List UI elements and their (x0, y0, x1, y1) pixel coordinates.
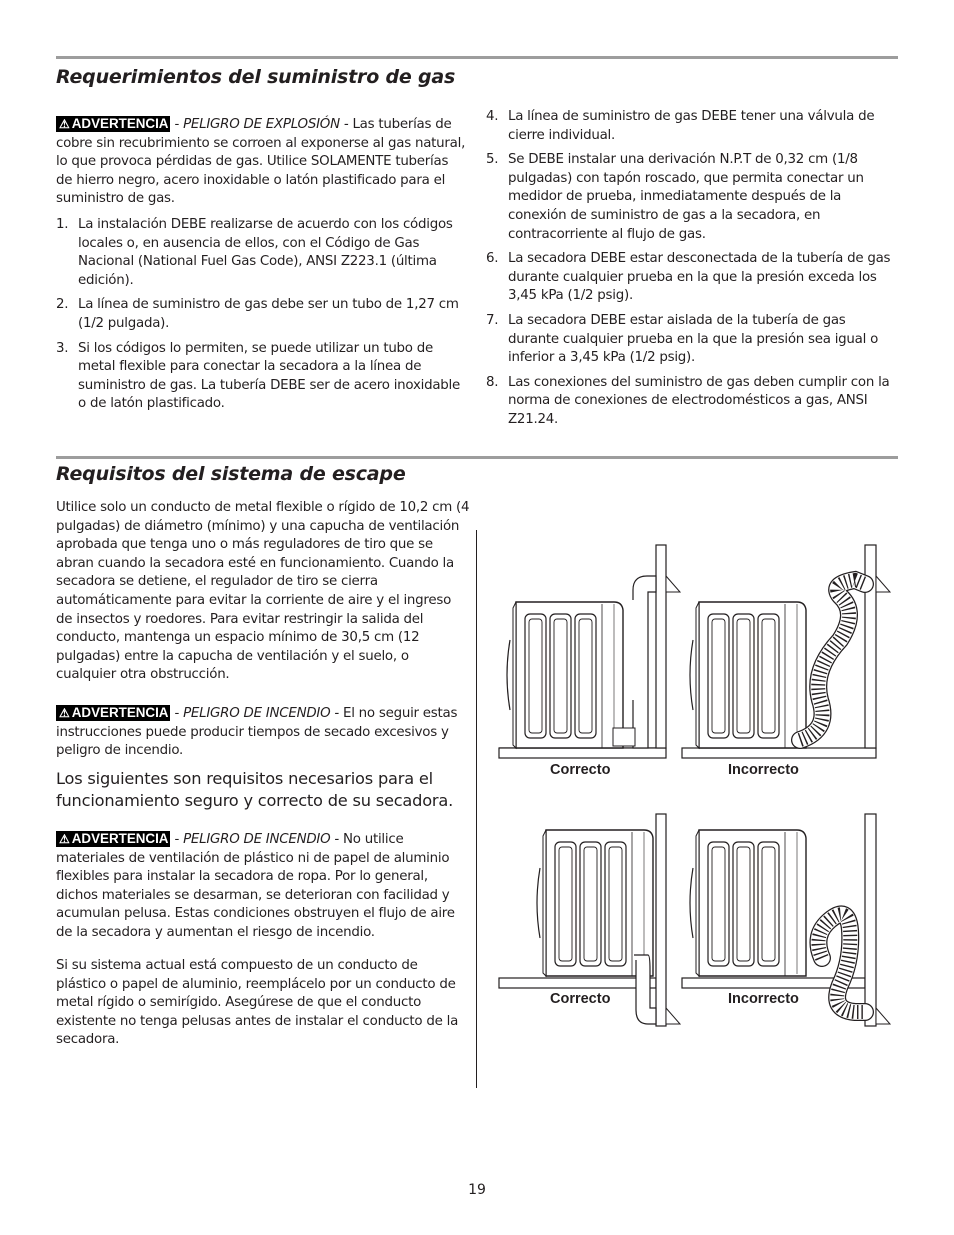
page-number: 19 (468, 1182, 486, 1198)
list-text: La línea de suministro de gas debe ser un tubo de 1,27 cm (1/2 pulgada). (78, 297, 459, 331)
warning-badge-label: ADVERTENCIA (71, 705, 169, 720)
warning-badge-label: ADVERTENCIA (71, 831, 169, 846)
list-number: 1. (56, 217, 69, 232)
exhaust-subheading: Los siguientes son requisitos necesarios para el funcionamiento seguro y correcto de su secadora. (56, 769, 454, 810)
list-text: Se DEBE instalar una derivación N.P.T de 0,32 cm (1/8 pulgadas) con tapón roscado, que permita conectar un medidor de prueba, inmediatamente después de la conexión de suministro de gas a la secadora, en contracorriente al flujo de gas. (508, 152, 864, 242)
warning-triangle-icon: ⚠ (59, 832, 70, 846)
list-number: 5. (486, 152, 499, 168)
list-text: Si los códigos lo permiten, se puede utilizar un tubo de metal flexible para conectar la secadora a la línea de suministro de gas. La tubería DEBE ser de acero inoxidable o de latón plastificado. (78, 340, 461, 412)
panel-correct-top (499, 545, 680, 758)
warning-dash: - (170, 706, 184, 721)
caption-incorrect-top: Incorrecto (728, 762, 799, 778)
warning-text: El no seguir estas instrucciones puede producir tiempos de secado excesivos y peligro de incendio. (56, 706, 458, 759)
list-text: La secadora DEBE estar aislada de la tubería de gas durante cualquier prueba en la que la presión sea igual o inferior a 3,45 kPa (1/2 psig). (508, 312, 879, 366)
list-number: 8. (486, 374, 499, 390)
list-text: La instalación DEBE realizarse de acuerdo con los códigos locales o, en ausencia de ellos, con el Código de Gas Nacional (National Fuel Gas Code), ANSI Z223.1 (última edición). (78, 217, 453, 288)
caption-correct-top: Correcto (550, 762, 611, 778)
warning-hazard: PELIGRO DE EXPLOSIÓN - (183, 117, 349, 132)
caption-incorrect-bottom: Incorrecto (728, 991, 799, 1007)
list-number: 3. (56, 340, 69, 356)
warning-hazard: PELIGRO DE INCENDIO - (183, 832, 339, 847)
warning-dash: - (170, 117, 184, 132)
list-number: 6. (486, 251, 499, 267)
gas-section-title: Requerimientos del suministro de gas (56, 66, 456, 88)
list-number: 2. (56, 297, 69, 313)
list-text: La línea de suministro de gas DEBE tener una válvula de cierre individual. (508, 109, 875, 143)
exhaust-intro: Utilice solo un conducto de metal flexible o rígido de 10,2 cm (4 pulgadas) de diámetro (mínimo) y una capucha de ventilación aprobada que tenga uno o más reguladores de tiro que se abran cuando la secadora esté en funcionamiento. Cuando la secadora se detiene, el regulador de tiro se cierra automáticamente para evitar la corriente de aire y el ingreso de insectos y roedores. Para evitar restringir la salida del conducto, mantenga un espacio mínimo de 30,5 cm (12 pulgadas) entre la capucha de ventilación y el suelo, o cualquier otra obstrucción. (56, 500, 470, 683)
list-number: 4. (486, 109, 499, 124)
caption-correct-bottom: Correcto (550, 991, 611, 1007)
exhaust-closing: Si su sistema actual está compuesto de un conducto de plástico o papel de aluminio, reemplácelo por un conducto de metal rígido o semirígido. Asegúrese de que el conducto existente no tenga pelusas antes de instalar el conducto de la secadora. (56, 958, 459, 1048)
warning-triangle-icon: ⚠ (59, 706, 70, 720)
list-text: La secadora DEBE estar desconectada de la tubería de gas durante cualquier prueba en la que la presión exceda los 3,45 kPa (1/2 psig). (508, 251, 891, 304)
warning-text: Las tuberías de cobre sin recubrimiento se corroen al exponerse al gas natural, lo que provoca pérdidas de gas. Utilice SOLAMENTE tuberías de hierro negro, acero inoxidable o latón plastificado para el suministro de gas. (56, 117, 466, 207)
warning-hazard: PELIGRO DE INCENDIO - (183, 706, 339, 721)
list-number: 7. (486, 312, 499, 328)
list-text: Las conexiones del suministro de gas deben cumplir con la norma de conexiones de electrodomésticos a gas, ANSI Z21.24. (508, 374, 890, 427)
warning-dash: - (170, 832, 184, 847)
warning-badge-label: ADVERTENCIA (71, 116, 169, 131)
warning-triangle-icon: ⚠ (59, 117, 70, 131)
warning-text: No utilice materiales de ventilación de plástico ni de papel de aluminio flexibles para instalar la secadora de ropa. Por lo general, dichos materiales se desarman, se deterioran con facilidad y acumulan pelusa. Estas condiciones obstruyen el flujo de aire de la secadora y aumentan el riesgo de incendio. (56, 832, 455, 940)
exhaust-section-title: Requisitos del sistema de escape (56, 463, 406, 485)
panel-incorrect-top (682, 545, 890, 758)
